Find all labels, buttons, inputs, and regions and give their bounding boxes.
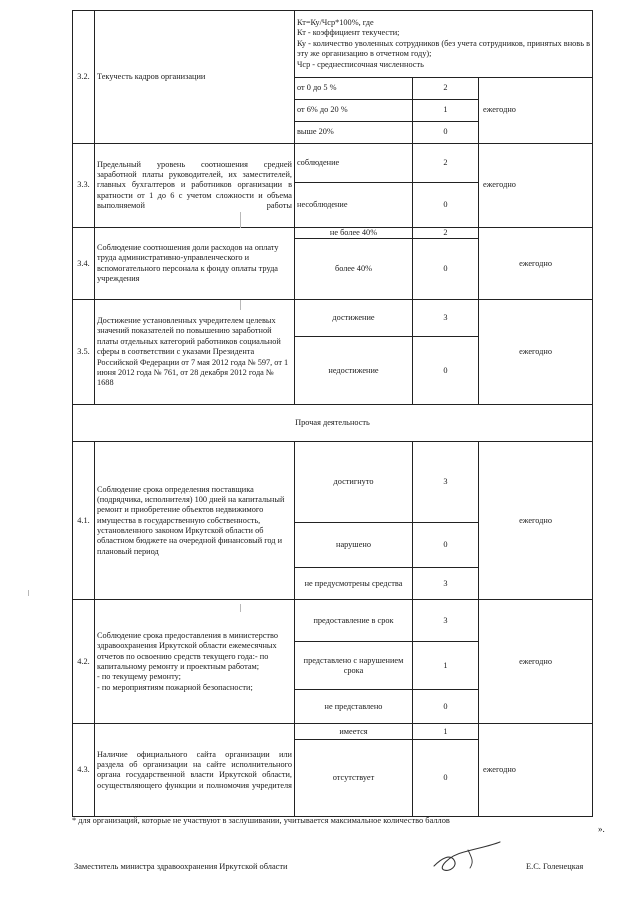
criterion-score: 0 [413, 740, 479, 817]
period-cell: ежегодно [479, 144, 593, 228]
criterion-label: достигнуто [295, 442, 413, 523]
table-row [73, 405, 593, 442]
criterion-label: не представлено [295, 690, 413, 724]
indicator-name-line: Соблюдение срока предоставления в министерство здравоохранения Иркутской области ежемесячных отчетов по освоению средств текущего года:- по капитальному ремонту и проектным работам; [97, 630, 279, 671]
criterion-score: 0 [413, 239, 479, 300]
footnote: * для организаций, которые не участвуют в заслушивании, учитывается максимальное количество баллов [72, 816, 450, 825]
row-number: 3.4. [73, 228, 95, 300]
indicator-name: Соблюдение соотношения доли расходов на оплату труда административно-управленческого и вспомогательного персонала к фонду оплаты труда учреждения [95, 228, 295, 300]
period-cell: ежегодно [479, 600, 593, 724]
table-row [73, 144, 593, 183]
criterion-label: отсутствует [295, 740, 413, 817]
criterion-label: соблюдение [295, 144, 413, 183]
criterion-label: от 6% до 20 % [295, 100, 413, 122]
criterion-label: не более 40% [295, 228, 413, 239]
row-number: 3.5. [73, 300, 95, 405]
criterion-score: 2 [413, 78, 479, 100]
indicator-name-line: - по текущему ремонту; [97, 672, 181, 682]
criterion-score: 0 [413, 690, 479, 724]
scan-mark [240, 300, 241, 310]
criterion-label: не предусмотрены средства [295, 568, 413, 600]
criterion-label: предоставление в срок [295, 600, 413, 642]
period-cell: ежегодно [479, 300, 593, 405]
criterion-score: 1 [413, 724, 479, 740]
criterion-score: 2 [413, 144, 479, 183]
indicator-name: Наличие официального сайта организации или раздела об организации на сайте исполнительного органа государственной власти Иркутской области, осуществляющего функции и полномочия учредителя [95, 724, 295, 817]
table-row [73, 724, 593, 740]
scan-mark [240, 212, 241, 228]
period-cell: ежегодно [479, 228, 593, 300]
closing-quote: ». [598, 824, 605, 834]
table-row [73, 442, 593, 523]
row-number: 4.3. [73, 724, 95, 817]
section-title: Прочая деятельность [73, 405, 593, 442]
indicator-name: Достижение установленных учредителем целевых значений показателей по повышению заработной платы отдельных категорий работников социальной сферы в соответствии с указами Президента Российской Федерации от 7 мая 2012 года № 597, от 1 июня 2012 года № 761, от 28 декабря 2012 года № 1688 [95, 300, 295, 405]
scan-mark [28, 590, 29, 596]
row-number: 3.3. [73, 144, 95, 228]
criterion-label: более 40% [295, 239, 413, 300]
signature-icon [428, 836, 504, 878]
scan-mark [240, 604, 241, 612]
criterion-label: нарушено [295, 523, 413, 568]
criterion-score: 0 [413, 523, 479, 568]
criterion-label: выше 20% [295, 122, 413, 144]
criterion-label: имеется [295, 724, 413, 740]
criterion-score: 3 [413, 442, 479, 523]
signatory-position: Заместитель министра здравоохранения Иркутской области [74, 862, 288, 871]
table-row [73, 228, 593, 239]
criterion-label: несоблюдение [295, 183, 413, 228]
row-number: 4.2. [73, 600, 95, 724]
row-number: 3.2. [73, 11, 95, 144]
indicator-name: Соблюдение срока определения поставщика (подрядчика, исполнителя) 100 дней на капитальный ремонт и приобретение объектов недвижимого имущества в государственную собственность, установленного законом Иркутской области об областном бюджете на очередной финансовый год и плановый период [95, 442, 295, 600]
criterion-score: 3 [413, 600, 479, 642]
criterion-score: 0 [413, 337, 479, 405]
row-number: 4.1. [73, 442, 95, 600]
table-row [73, 600, 593, 642]
formula-line: Ку - количество уволенных сотрудников (без учета сотрудников, принятых вновь в эту же организацию в отчетном году); [297, 38, 591, 59]
criterion-score: 3 [413, 300, 479, 337]
criteria-table [72, 10, 593, 817]
formula-line: Чср - среднесписочная численность [297, 59, 424, 69]
table-row [73, 300, 593, 337]
period-cell: ежегодно [479, 78, 593, 144]
criterion-label: от 0 до 5 % [295, 78, 413, 100]
period-cell: ежегодно [479, 724, 593, 817]
criterion-score: 1 [413, 642, 479, 690]
formula-cell [295, 11, 593, 78]
table-row [73, 11, 593, 78]
indicator-name: Предельный уровень соотношения средней заработной платы руководителей, их заместителей, главных бухгалтеров и работников организации в кратности от 1 до 6 с учетом сложности и объема выполняемой работы [95, 144, 295, 228]
formula-line: Кт=Ку/Чср*100%, где [297, 18, 374, 28]
criterion-score: 0 [413, 183, 479, 228]
period-cell: ежегодно [479, 442, 593, 600]
criterion-score: 2 [413, 228, 479, 239]
formula-line: Кт - коэффициент текучести; [297, 28, 400, 38]
criterion-label: представлено с нарушением срока [295, 642, 413, 690]
criterion-label: недостижение [295, 337, 413, 405]
criterion-score: 3 [413, 568, 479, 600]
indicator-name: Текучесть кадров организации [95, 11, 295, 144]
indicator-name-line: - по мероприятиям пожарной безопасности; [97, 682, 253, 692]
signatory-name: Е.С. Голенецкая [526, 862, 584, 871]
indicator-name [95, 600, 295, 724]
criterion-score: 0 [413, 122, 479, 144]
criterion-score: 1 [413, 100, 479, 122]
criterion-label: достижение [295, 300, 413, 337]
